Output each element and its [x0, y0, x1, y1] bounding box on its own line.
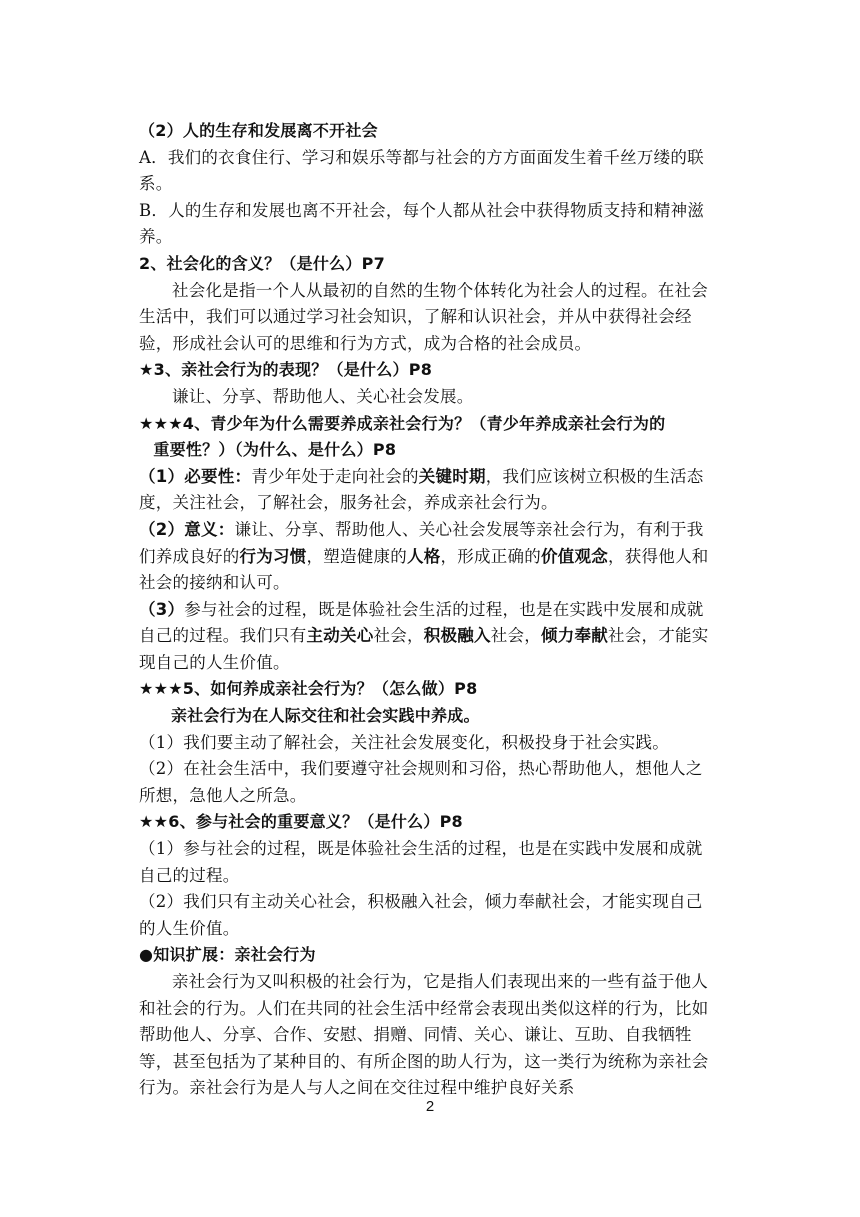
section-heading: （2）人的生存和发展离不开社会 [139, 121, 378, 140]
document-body [139, 118, 719, 1102]
extension-heading: ●知识扩展：亲社会行为 [139, 945, 316, 965]
keyword: 价值观念 [541, 546, 608, 566]
point-text: 社会， [490, 626, 541, 646]
question-2-heading: 2、社会化的含义？（是什么）P7 [139, 253, 385, 273]
question-5-lead: 亲社会行为在人际交往和社会实践中养成。 [171, 706, 480, 726]
point-label: （2）意义： [139, 519, 235, 539]
question-4-point-3 [139, 597, 719, 677]
paragraph-a: A．我们的衣食住行、学习和娱乐等都与社会的方方面面发生着千丝万缕的联系。 [139, 147, 704, 194]
point-text: 谦让、分享、帮助他人、关心社会发展等亲社会行为，有利于我们养成良好的 [139, 519, 704, 566]
keyword: 倾力奉献 [541, 626, 608, 646]
question-6-point-1: （1）参与社会的过程，既是体验社会生活的过程，也是在实践中发展和成就自己的过程。 [139, 839, 703, 885]
question-4-point-1 [139, 464, 719, 517]
keyword: 关键时期 [418, 466, 486, 486]
question-5-point-2: （2）在社会生活中，我们要遵守社会规则和习俗，热心帮助他人，想他人之所想，急他人之所急。 [139, 759, 703, 805]
keyword: 积极融入 [423, 626, 491, 646]
question-3-heading: ★3、亲社会行为的表现？（是什么）P8 [139, 360, 433, 380]
question-4-heading-line2: 重要性？）（为什么、是什么）P8 [153, 440, 397, 460]
point-text: ，形成正确的 [440, 546, 541, 566]
keyword: 人格 [407, 546, 441, 566]
point-text: ，获得他人和社会的接纳和认可。 [139, 546, 709, 593]
question-4-point-2 [139, 517, 719, 597]
point-text: ，我们应该树立积极的生活态度，关注社会，了解社会，服务社会，养成亲社会行为。 [139, 466, 704, 513]
question-6-point-2: （2）我们只有主动关心社会，积极融入社会，倾力奉献社会，才能实现自己的人生价值。 [139, 892, 703, 938]
point-text: 参与社会的过程，既是体验社会生活的过程，也是在实践中发展和成就自己的过程。我们只有 [139, 599, 704, 646]
point-text: 社会，才能实现自己的人生价值。 [139, 626, 709, 672]
question-3-body: 谦让、分享、帮助他人、关心社会发展。 [172, 386, 474, 406]
question-4-heading-line1: ★★★4、青少年为什么需要养成亲社会行为？（青少年养成亲社会行为的 [139, 413, 666, 433]
question-2-body: 社会化是指一个人从最初的自然的生物个体转化为社会人的过程。在社会生活中，我们可以通过学习社会知识，了解和认识社会，并从中获得社会经验，形成社会认可的思维和行为方式，成为合格的社会成员。 [139, 280, 708, 353]
keyword: 主动关心 [306, 626, 374, 646]
question-5-heading: ★★★5、如何养成亲社会行为？（怎么做）P8 [139, 679, 478, 699]
keyword: 行为习惯 [239, 546, 307, 566]
point-text: 社会， [373, 626, 424, 646]
point-text: 青少年处于走向社会的 [251, 466, 419, 486]
point-label: （1）必要性： [139, 466, 252, 486]
point-label: （3） [139, 599, 185, 619]
paragraph-b: B．人的生存和发展也离不开社会，每个人都从社会中获得物质支持和精神滋养。 [139, 200, 705, 247]
point-text: ，塑造健康的 [306, 546, 407, 566]
page-number: 2 [425, 1098, 435, 1115]
question-5-point-1: （1）我们要主动了解社会，关注社会发展变化，积极投身于社会实践。 [139, 732, 669, 752]
extension-body: 亲社会行为又叫积极的社会行为，它是指人们表现出来的一些有益于他人和社会的行为。人们在共同的社会生活中经常会表现出类似这样的行为，比如帮助他人、分享、合作、安慰、捐赠、同情、关心、谦让、互助、自我牺牲等，甚至包括为了某种目的、有所企图的助人行为，这一类行为统称为亲社会行为。亲社会行为是人与人之间在交往过程中维护良好关系 [139, 972, 709, 1098]
question-6-heading: ★★6、参与社会的重要意义？（是什么）P8 [139, 812, 463, 832]
